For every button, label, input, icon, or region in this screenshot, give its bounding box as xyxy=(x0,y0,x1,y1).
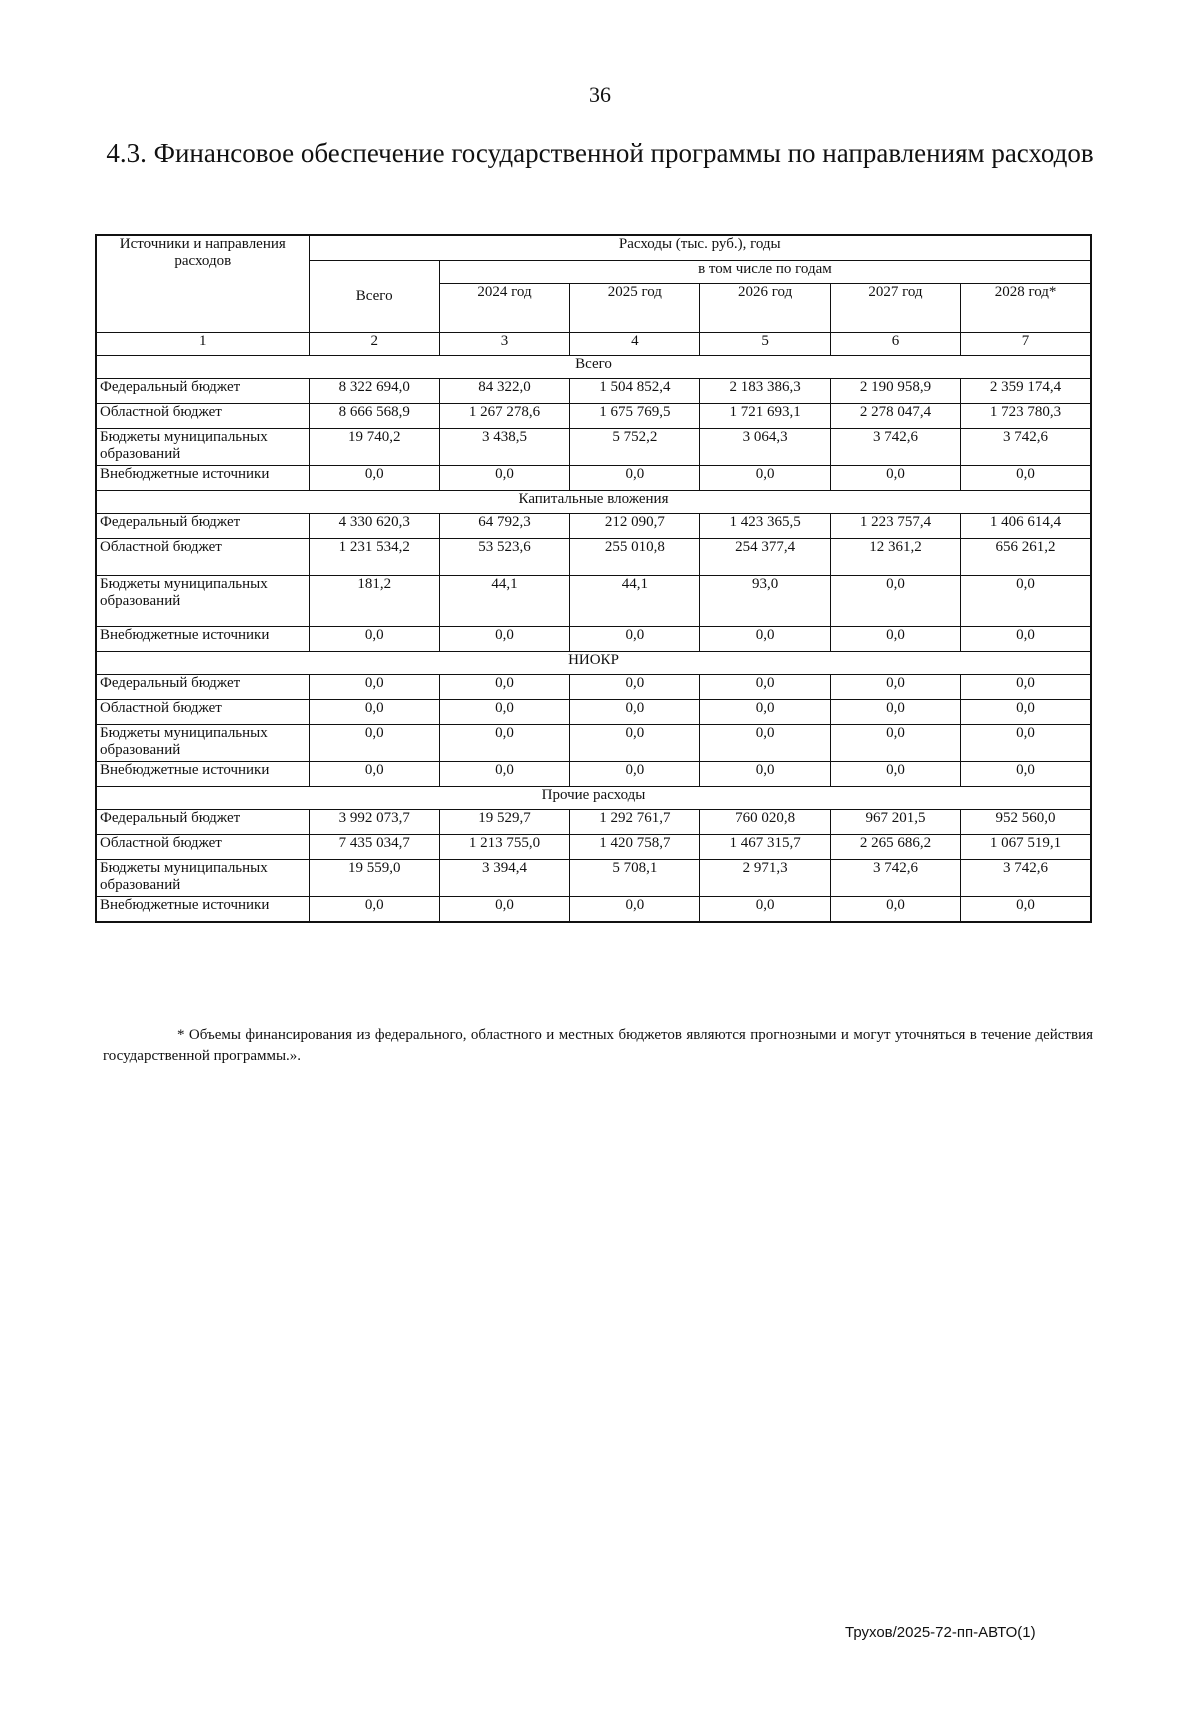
table-row xyxy=(96,762,1091,787)
year-value-cell: 2 265 686,2 xyxy=(830,835,960,860)
year-value-cell: 12 361,2 xyxy=(830,539,960,576)
year-value-cell: 1 723 780,3 xyxy=(961,404,1091,429)
source-cell: Внебюджетные источники xyxy=(96,627,309,652)
year-value-cell: 1 423 365,5 xyxy=(700,514,830,539)
total-value-cell: 1 231 534,2 xyxy=(309,539,439,576)
section-title: Прочие расходы xyxy=(96,787,1091,810)
document-title: 4.3. Финансовое обеспечение государственной программы по направлениям расходов xyxy=(106,138,1094,168)
year-value-cell: 93,0 xyxy=(700,576,830,627)
column-index: 4 xyxy=(570,333,700,356)
total-value-cell: 19 740,2 xyxy=(309,429,439,466)
year-value-cell: 255 010,8 xyxy=(570,539,700,576)
year-value-cell: 0,0 xyxy=(830,762,960,787)
year-value-cell: 0,0 xyxy=(700,675,830,700)
year-value-cell: 0,0 xyxy=(830,627,960,652)
year-value-cell: 0,0 xyxy=(570,897,700,923)
year-value-cell: 0,0 xyxy=(961,576,1091,627)
year-value-cell: 0,0 xyxy=(439,725,569,762)
total-value-cell: 0,0 xyxy=(309,897,439,923)
total-value-cell: 181,2 xyxy=(309,576,439,627)
source-cell: Областной бюджет xyxy=(96,835,309,860)
column-index: 5 xyxy=(700,333,830,356)
header-by-years: в том числе по годам xyxy=(439,261,1091,284)
table-row xyxy=(96,897,1091,923)
year-value-cell: 0,0 xyxy=(570,675,700,700)
total-value-cell: 3 992 073,7 xyxy=(309,810,439,835)
year-value-cell: 0,0 xyxy=(439,675,569,700)
total-value-cell: 0,0 xyxy=(309,675,439,700)
year-value-cell: 2 971,3 xyxy=(700,860,830,897)
year-value-cell: 1 067 519,1 xyxy=(961,835,1091,860)
year-value-cell: 0,0 xyxy=(570,466,700,491)
table-row xyxy=(96,627,1091,652)
year-value-cell: 0,0 xyxy=(830,466,960,491)
year-value-cell: 3 064,3 xyxy=(700,429,830,466)
year-value-cell: 3 394,4 xyxy=(439,860,569,897)
year-value-cell: 0,0 xyxy=(961,762,1091,787)
section-title: Капитальные вложения xyxy=(96,491,1091,514)
year-value-cell: 64 792,3 xyxy=(439,514,569,539)
table-row xyxy=(96,725,1091,762)
source-cell: Областной бюджет xyxy=(96,700,309,725)
year-value-cell: 0,0 xyxy=(439,897,569,923)
year-value-cell: 1 267 278,6 xyxy=(439,404,569,429)
year-value-cell: 2 359 174,4 xyxy=(961,379,1091,404)
year-value-cell: 0,0 xyxy=(961,675,1091,700)
year-value-cell: 1 213 755,0 xyxy=(439,835,569,860)
year-value-cell: 0,0 xyxy=(439,627,569,652)
year-value-cell: 3 742,6 xyxy=(830,860,960,897)
year-value-cell: 656 261,2 xyxy=(961,539,1091,576)
year-value-cell: 3 438,5 xyxy=(439,429,569,466)
source-cell: Бюджеты муниципальных образований xyxy=(96,429,309,466)
footnote xyxy=(103,1025,1093,1067)
footnote-text: * Объемы финансирования из федерального, областного и местных бюджетов являются прогнозными и могут уточняться в течение действия государственной программы.». xyxy=(103,1027,1093,1064)
total-value-cell: 0,0 xyxy=(309,700,439,725)
source-cell: Внебюджетные источники xyxy=(96,762,309,787)
page-number: 36 xyxy=(589,82,611,107)
year-value-cell: 2 190 958,9 xyxy=(830,379,960,404)
section-row xyxy=(96,356,1091,379)
source-cell: Внебюджетные источники xyxy=(96,466,309,491)
table-row xyxy=(96,860,1091,897)
year-value-cell: 967 201,5 xyxy=(830,810,960,835)
table-row xyxy=(96,404,1091,429)
year-value-cell: 1 223 757,4 xyxy=(830,514,960,539)
section-row xyxy=(96,491,1091,514)
year-value-cell: 0,0 xyxy=(700,725,830,762)
source-cell: Федеральный бюджет xyxy=(96,810,309,835)
source-cell: Федеральный бюджет xyxy=(96,379,309,404)
year-value-cell: 0,0 xyxy=(830,897,960,923)
year-value-cell: 952 560,0 xyxy=(961,810,1091,835)
year-value-cell: 0,0 xyxy=(830,675,960,700)
year-value-cell: 53 523,6 xyxy=(439,539,569,576)
table-row xyxy=(96,379,1091,404)
year-value-cell: 0,0 xyxy=(570,627,700,652)
year-value-cell: 1 467 315,7 xyxy=(700,835,830,860)
year-value-cell: 44,1 xyxy=(570,576,700,627)
year-value-cell: 0,0 xyxy=(830,576,960,627)
year-value-cell: 760 020,8 xyxy=(700,810,830,835)
year-value-cell: 2 183 386,3 xyxy=(700,379,830,404)
total-value-cell: 7 435 034,7 xyxy=(309,835,439,860)
financing-table xyxy=(95,234,1092,923)
source-cell: Федеральный бюджет xyxy=(96,514,309,539)
section-title: НИОКР xyxy=(96,652,1091,675)
source-cell: Бюджеты муниципальных образований xyxy=(96,725,309,762)
table-row xyxy=(96,675,1091,700)
year-value-cell: 0,0 xyxy=(961,725,1091,762)
year-value-cell: 0,0 xyxy=(700,627,830,652)
year-value-cell: 0,0 xyxy=(439,700,569,725)
total-value-cell: 0,0 xyxy=(309,725,439,762)
year-value-cell: 0,0 xyxy=(961,627,1091,652)
year-value-cell: 1 721 693,1 xyxy=(700,404,830,429)
year-value-cell: 2 278 047,4 xyxy=(830,404,960,429)
column-index: 2 xyxy=(309,333,439,356)
source-cell: Федеральный бюджет xyxy=(96,675,309,700)
year-value-cell: 19 529,7 xyxy=(439,810,569,835)
year-value-cell: 5 752,2 xyxy=(570,429,700,466)
year-value-cell: 3 742,6 xyxy=(961,860,1091,897)
header-total: Всего xyxy=(309,261,439,333)
year-value-cell: 1 406 614,4 xyxy=(961,514,1091,539)
header-expenses: Расходы (тыс. руб.), годы xyxy=(309,235,1091,261)
year-value-cell: 44,1 xyxy=(439,576,569,627)
source-cell: Областной бюджет xyxy=(96,404,309,429)
source-cell: Бюджеты муниципальных образований xyxy=(96,576,309,627)
source-cell: Бюджеты муниципальных образований xyxy=(96,860,309,897)
column-index-row xyxy=(96,333,1091,356)
section-title: Всего xyxy=(96,356,1091,379)
total-value-cell: 8 322 694,0 xyxy=(309,379,439,404)
year-value-cell: 1 292 761,7 xyxy=(570,810,700,835)
table-row xyxy=(96,539,1091,576)
year-value-cell: 84 322,0 xyxy=(439,379,569,404)
table-row xyxy=(96,514,1091,539)
total-value-cell: 0,0 xyxy=(309,466,439,491)
year-value-cell: 1 504 852,4 xyxy=(570,379,700,404)
header-year-2028: 2028 год* xyxy=(961,284,1091,333)
year-value-cell: 212 090,7 xyxy=(570,514,700,539)
table-row xyxy=(96,576,1091,627)
header-sources: Источники и направления расходов xyxy=(96,235,309,333)
source-cell: Областной бюджет xyxy=(96,539,309,576)
table-row xyxy=(96,810,1091,835)
section-row xyxy=(96,787,1091,810)
total-value-cell: 0,0 xyxy=(309,627,439,652)
year-value-cell: 0,0 xyxy=(700,897,830,923)
total-value-cell: 19 559,0 xyxy=(309,860,439,897)
table-row xyxy=(96,466,1091,491)
table-row xyxy=(96,835,1091,860)
table-row xyxy=(96,700,1091,725)
year-value-cell: 3 742,6 xyxy=(830,429,960,466)
year-value-cell: 0,0 xyxy=(439,466,569,491)
header-row-1 xyxy=(96,235,1091,261)
year-value-cell: 0,0 xyxy=(570,762,700,787)
year-value-cell: 254 377,4 xyxy=(700,539,830,576)
year-value-cell: 5 708,1 xyxy=(570,860,700,897)
table-body xyxy=(96,235,1091,922)
header-year-2026: 2026 год xyxy=(700,284,830,333)
year-value-cell: 1 675 769,5 xyxy=(570,404,700,429)
total-value-cell: 8 666 568,9 xyxy=(309,404,439,429)
year-value-cell: 3 742,6 xyxy=(961,429,1091,466)
year-value-cell: 0,0 xyxy=(830,725,960,762)
header-year-2027: 2027 год xyxy=(830,284,960,333)
document-code: Трухов/2025-72-пп-АВТО(1) xyxy=(845,1624,1036,1641)
year-value-cell: 0,0 xyxy=(961,700,1091,725)
total-value-cell: 4 330 620,3 xyxy=(309,514,439,539)
year-value-cell: 0,0 xyxy=(830,700,960,725)
column-index: 1 xyxy=(96,333,309,356)
total-value-cell: 0,0 xyxy=(309,762,439,787)
year-value-cell: 0,0 xyxy=(570,700,700,725)
table-row xyxy=(96,429,1091,466)
year-value-cell: 0,0 xyxy=(439,762,569,787)
year-value-cell: 1 420 758,7 xyxy=(570,835,700,860)
year-value-cell: 0,0 xyxy=(700,466,830,491)
source-cell: Внебюджетные источники xyxy=(96,897,309,923)
column-index: 6 xyxy=(830,333,960,356)
header-year-2024: 2024 год xyxy=(439,284,569,333)
year-value-cell: 0,0 xyxy=(700,700,830,725)
column-index: 7 xyxy=(961,333,1091,356)
year-value-cell: 0,0 xyxy=(961,466,1091,491)
year-value-cell: 0,0 xyxy=(570,725,700,762)
year-value-cell: 0,0 xyxy=(700,762,830,787)
section-row xyxy=(96,652,1091,675)
header-year-2025: 2025 год xyxy=(570,284,700,333)
column-index: 3 xyxy=(439,333,569,356)
year-value-cell: 0,0 xyxy=(961,897,1091,923)
